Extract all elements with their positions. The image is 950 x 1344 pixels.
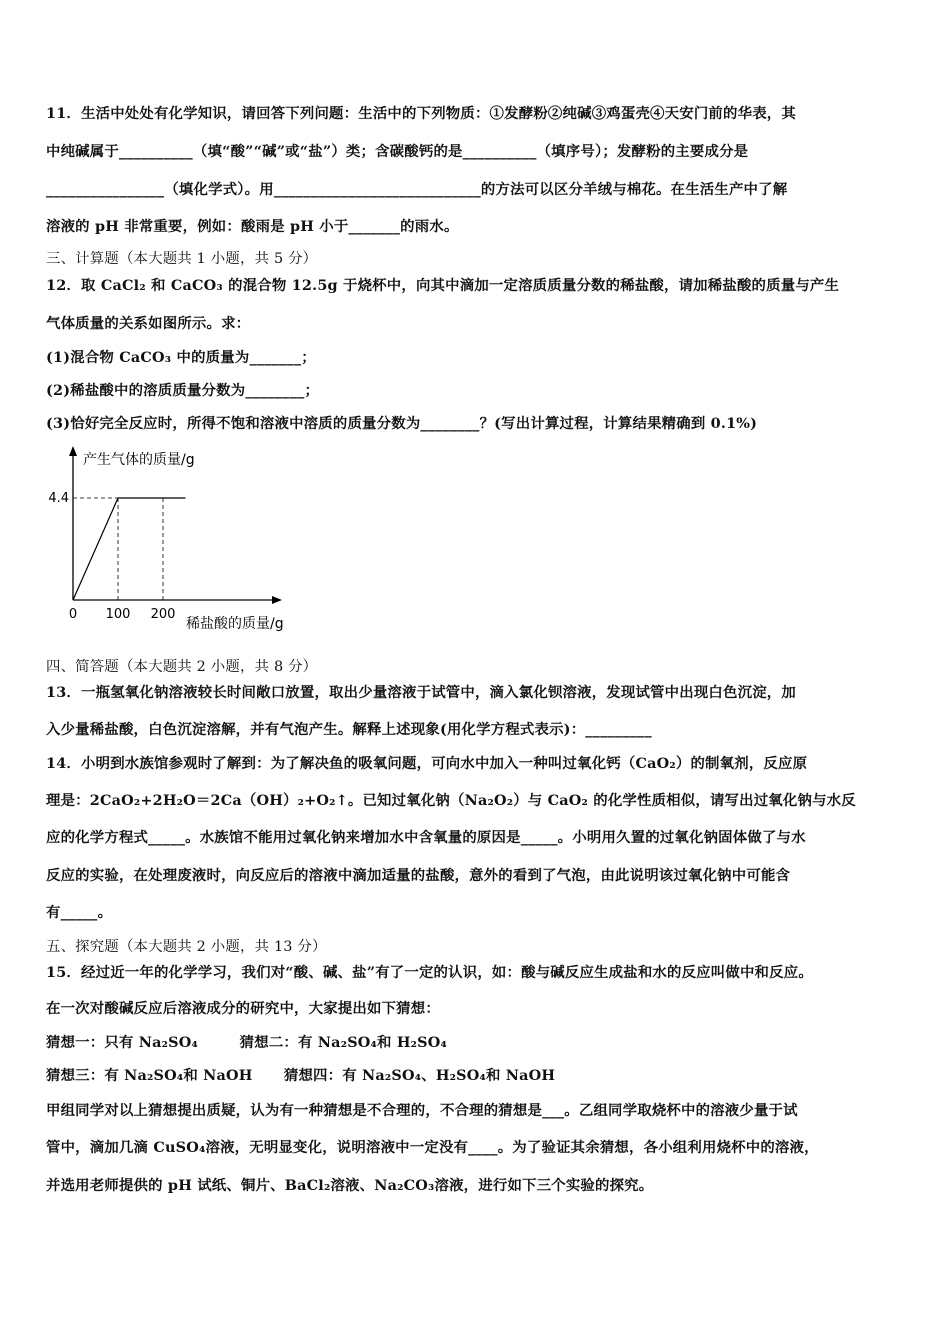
gas-mass-chart xyxy=(40,440,330,640)
q14-line-1: 14．小明到水族馆参观时了解到：为了解决鱼的吸氧问题，可向水中加入一种叫过氧化钙（CaO₂）的制氧剂，反应原 xyxy=(46,755,808,772)
q15-line-2: 在一次对酸碱反应后溶液成分的研究中，大家提出如下猜想： xyxy=(46,1000,440,1017)
q11-line-2: 中纯碱属于__________（填“酸”“碱”或“盐”）类；含碳酸钙的是__________（填序号）；发酵粉的主要成分是 xyxy=(46,143,749,160)
y-axis-arrow xyxy=(69,446,77,456)
section-3-heading: 三、计算题（本大题共 1 小题，共 5 分） xyxy=(46,251,318,267)
q13-line-1: 13．一瓶氢氧化钠溶液较长时间敞口放置，取出少量溶液于试管中，滴入氯化钡溶液，发现试管中出现白色沉淀，加 xyxy=(46,684,796,701)
q11-line-3: ________________（填化学式）。用____________________________的方法可以区分羊绒与棉花。在生活生产中了解 xyxy=(46,181,788,198)
q12-line-2: 气体质量的关系如图所示。求： xyxy=(46,315,251,332)
x-axis-arrow xyxy=(272,596,282,604)
q15-line-7: 并选用老师提供的 pH 试纸、铜片、BaCl₂溶液、Na₂CO₃溶液，进行如下三个实验的探究。 xyxy=(46,1177,654,1194)
q15-guesses-3-4: 猜想三：有 Na₂SO₄和 NaOH 猜想四：有 Na₂SO₄、H₂SO₄和 NaOH xyxy=(46,1067,556,1084)
q12-part-1: (1)混合物 CaCO₃ 中的质量为_______； xyxy=(46,349,316,366)
q15-line-5: 甲组同学对以上猜想提出质疑，认为有一种猜想是不合理的，不合理的猜想是___。乙组同学取烧杯中的溶液少量于试 xyxy=(46,1102,798,1119)
q14-line-5: 有_____。 xyxy=(46,904,113,921)
q14-line-4: 反应的实验，在处理废液时，向反应后的溶液中滴加适量的盐酸，意外的看到了气泡，由此说明该过氧化钠中可能含 xyxy=(46,867,791,884)
q14-line-3: 应的化学方程式_____。水族馆不能用过氧化钠来增加水中含氧量的原因是_____。小明用久置的过氧化钠固体做了与水 xyxy=(46,829,806,846)
x-tick-label: 200 xyxy=(150,607,176,622)
q11-line-1: 11．生活中处处有化学知识，请回答下列问题：生活中的下列物质：①发酵粉②纯碱③鸡蛋壳④天安门前的华表，其 xyxy=(46,105,796,122)
section-4-heading: 四、简答题（本大题共 2 小题，共 8 分） xyxy=(46,659,318,675)
q12-part-3: (3)恰好完全反应时，所得不饱和溶液中溶质的质量分数为________？(写出计算过程，计算结果精确到 0.1%) xyxy=(46,415,758,432)
y-tick-label: 4.4 xyxy=(48,491,69,506)
q12-line-1: 12．取 CaCl₂ 和 CaCO₃ 的混合物 12.5g 于烧杯中，向其中滴加一定溶质质量分数的稀盐酸，请加稀盐酸的质量与产生 xyxy=(46,277,840,294)
series-line xyxy=(73,498,186,600)
q15-line-6: 管中，滴加几滴 CuSO₄溶液，无明显变化，说明溶液中一定没有____。为了验证其余猜想，各小组利用烧杯中的溶液， xyxy=(46,1139,819,1156)
x-tick-label: 100 xyxy=(105,607,131,622)
y-axis-label: 产生气体的质量/g xyxy=(83,452,195,468)
x-axis-label: 稀盐酸的质量/g xyxy=(186,616,284,632)
q14-line-2: 理是：2CaO₂+2H₂O＝2Ca（OH）₂+O₂↑。已知过氧化钠（Na₂O₂）与 CaO₂ 的化学性质相似，请写出过氧化钠与水反 xyxy=(46,792,856,809)
q11-line-4: 溶液的 pH 非常重要，例如：酸雨是 pH 小于_______的雨水。 xyxy=(46,218,459,235)
q15-line-1: 15．经过近一年的化学学习，我们对“酸、碱、盐”有了一定的认识，如：酸与碱反应生成盐和水的反应叫做中和反应。 xyxy=(46,964,813,981)
section-5-heading: 五、探究题（本大题共 2 小题，共 13 分） xyxy=(46,939,327,955)
q15-guesses-1-2: 猜想一：只有 Na₂SO₄ 猜想二：有 Na₂SO₄和 H₂SO₄ xyxy=(46,1034,447,1051)
q12-part-2: (2)稀盐酸中的溶质质量分数为________； xyxy=(46,382,320,399)
q13-line-2: 入少量稀盐酸，白色沉淀溶解，并有气泡产生。解释上述现象(用化学方程式表示)：_________ xyxy=(46,721,652,738)
x-tick-label: 0 xyxy=(68,607,78,622)
